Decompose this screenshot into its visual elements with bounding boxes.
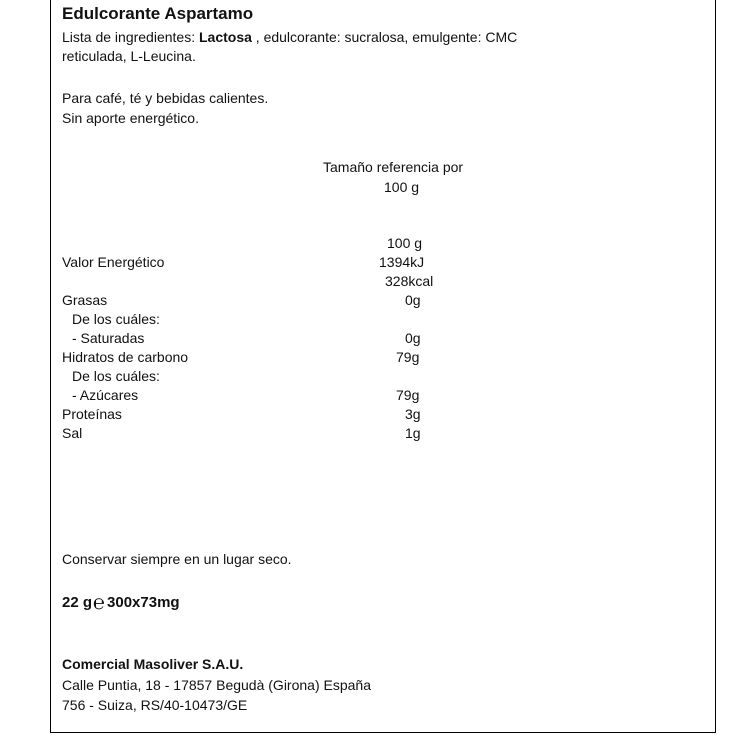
energy-label: Valor Energético (62, 254, 165, 270)
protein-value: 3g (405, 406, 421, 422)
ingredients-rest: , edulcorante: sucralosa, emulgente: CMC (251, 29, 518, 45)
company-address: Calle Puntia, 18 - 17857 Begudà (Girona) España (62, 677, 371, 693)
carbohydrates-value: 79g (396, 349, 420, 365)
salt-value: 1g (405, 425, 421, 441)
unit-count: 300x73mg (107, 594, 180, 611)
carbs-of-which-label: De los cuáles: (72, 368, 160, 384)
nutrition-header-line-1: Tamaño referencia por (323, 159, 464, 175)
carbohydrates-label: Hidratos de carbono (62, 349, 189, 365)
usage-line-2: Sin aporte energético. (62, 110, 199, 126)
ingredients-prefix: Lista de ingredientes: (62, 29, 199, 45)
saturated-value: 0g (405, 330, 421, 346)
company-registry: 756 - Suiza, RS/40-10473/GE (62, 697, 248, 713)
ingredients-line-1 (62, 29, 517, 45)
nutrition-header-line-2: 100 g (384, 179, 420, 195)
energy-kj-value: 1394kJ (379, 254, 425, 270)
net-quantity (62, 592, 180, 614)
fat-value: 0g (405, 292, 421, 308)
sugars-label: - Azúcares (72, 387, 139, 403)
net-weight: 22 g (62, 594, 93, 611)
ingredients-allergen: Lactosa (198, 29, 252, 45)
ingredients-line-2: reticulada, L-Leucina. (62, 48, 196, 64)
fat-of-which-label: De los cuáles: (72, 311, 160, 327)
estimate-sign-icon: ℮ (93, 592, 106, 614)
nutrition-column-header: 100 g (387, 235, 423, 251)
protein-label: Proteínas (62, 406, 122, 422)
saturated-label: - Saturadas (72, 330, 145, 346)
company-name: Comercial Masoliver S.A.U. (62, 656, 244, 672)
sugars-value: 79g (396, 387, 420, 403)
salt-label: Sal (62, 425, 83, 441)
usage-line-1: Para café, té y bebidas calientes. (62, 90, 269, 106)
storage-instructions: Conservar siempre en un lugar seco. (62, 551, 292, 567)
energy-kcal-value: 328kcal (385, 273, 434, 289)
product-title: Edulcorante Aspartamo (62, 4, 254, 23)
fat-label: Grasas (62, 292, 108, 308)
